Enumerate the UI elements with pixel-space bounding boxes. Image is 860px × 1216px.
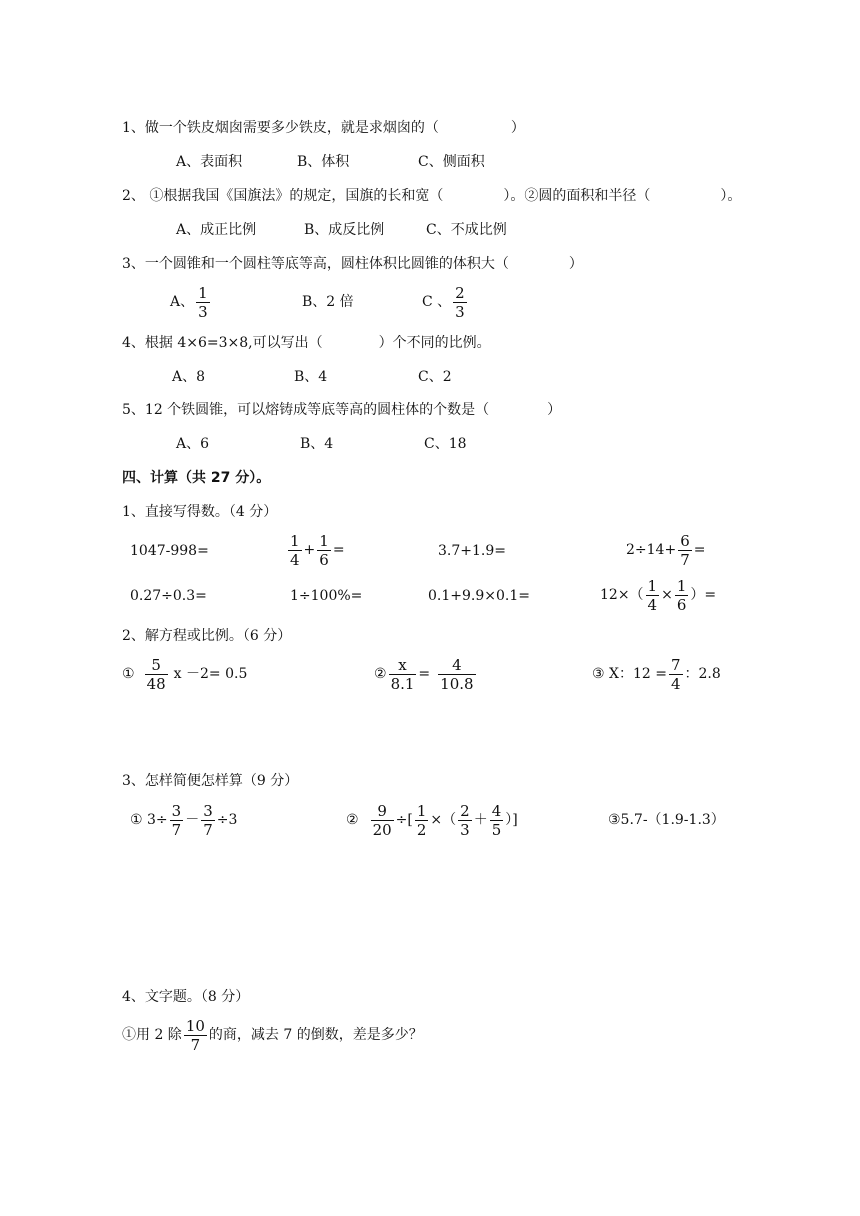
- p1-item-b: [286, 530, 345, 570]
- fraction: $\frac{1}{4}$: [647, 576, 658, 614]
- fraction: $\frac{5}{48}$: [146, 655, 166, 693]
- p3-expression-3: ③5.7-（1.9-1.3）: [608, 812, 725, 828]
- circled-number: ②: [374, 666, 387, 682]
- fraction: $\frac{3}{7}$: [203, 801, 213, 839]
- expr-prefix: 12×（: [600, 587, 644, 603]
- q4-line: [122, 334, 491, 352]
- fraction-two-thirds: $\frac{2}{3}$: [455, 283, 465, 321]
- q3-option-a-label: A、: [170, 294, 195, 310]
- equals-sign: =: [332, 542, 345, 558]
- fraction-one-third: $\frac{1}{3}$: [198, 283, 208, 321]
- p1-item-d: [626, 530, 705, 570]
- fraction: $\frac{1}{6}$: [676, 576, 687, 614]
- q2-option-c: C、不成比例: [426, 222, 507, 238]
- q4-text1: 4、根据 4×6=3×8,可以写出（: [122, 335, 323, 351]
- q5-line: [122, 401, 561, 419]
- q4-text2: ）个不同的比例。: [378, 335, 491, 351]
- p4-question: [122, 1015, 423, 1055]
- p4-title: 4、文字题。（8 分）: [122, 989, 250, 1005]
- q5-text: 5、12 个铁圆锥，可以熔铸成等底等高的圆柱体的个数是（: [122, 402, 490, 418]
- fraction: $\frac{7}{4}$: [670, 655, 681, 693]
- fraction: $\frac{3}{7}$: [171, 801, 182, 839]
- q2-text1: 2、 ①根据我国《国旗法》的规定，国旗的长和宽（: [122, 188, 444, 204]
- question-suffix: 的商，减去 7 的倒数，差是多少？: [208, 1027, 423, 1043]
- q2-line: [122, 187, 741, 205]
- p1-item-h: [600, 575, 716, 615]
- q4-option-b: B、4: [294, 369, 328, 385]
- q1-option-a: A、表面积: [176, 154, 243, 170]
- p2-title: 2、解方程或比例。（6 分）: [122, 628, 292, 644]
- p1-item-c: 3.7+1.9=: [438, 543, 506, 559]
- q4-option-a: A、8: [172, 369, 206, 385]
- p1-item-a: 1047-998=: [130, 543, 209, 559]
- plus-sign: ＋: [473, 812, 488, 828]
- p3-title: 3、怎样简便怎样算（9 分）: [122, 773, 299, 789]
- q5-close: ）: [547, 402, 562, 418]
- q3-line: [122, 255, 583, 273]
- expr-prefix: ① 3÷: [130, 812, 168, 828]
- q2-close: ）。: [720, 188, 742, 204]
- q1-option-b: B、体积: [297, 154, 350, 170]
- q5-option-c: C、18: [424, 436, 467, 452]
- operator: ×（: [430, 812, 457, 828]
- p2-equation-3: [592, 654, 721, 694]
- p1-item-e: 0.27÷0.3=: [130, 588, 207, 604]
- p3-expression-2: [346, 800, 518, 840]
- expr-prefix: 2÷14+: [626, 542, 677, 558]
- expr-suffix: ）]: [505, 812, 518, 828]
- p2-equation-1: [122, 654, 247, 694]
- q1-line: [122, 119, 525, 137]
- q1-option-c: C、侧面积: [418, 154, 485, 170]
- q2-text2: ）。②圆的面积和半径（: [503, 188, 651, 204]
- question-prefix: ①用 2 除: [122, 1027, 182, 1043]
- q2-option-a: A、成正比例: [176, 222, 257, 238]
- q1-text: 1、做一个铁皮烟囱需要多少铁皮，就是求烟囱的（: [122, 120, 439, 136]
- fraction: $\frac{1}{2}$: [416, 801, 427, 839]
- fraction: $\frac{2}{3}$: [460, 801, 470, 839]
- equals-sign: =: [418, 666, 431, 682]
- p1-item-g: 0.1+9.9×0.1=: [428, 588, 530, 604]
- q1-close: ）: [510, 120, 525, 136]
- expr-suffix: ：2.8: [684, 666, 721, 682]
- expr-suffix: ）=: [690, 587, 717, 603]
- q3-text: 3、一个圆锥和一个圆柱等底等高，圆柱体积比圆锥的体积大（: [122, 256, 509, 272]
- q5-option-b: B、4: [300, 436, 334, 452]
- expr-prefix: ③ X：12 =: [592, 666, 667, 682]
- minus-sign: －: [185, 812, 200, 828]
- q3-option-c: [422, 282, 469, 322]
- p2-equation-2: [374, 654, 478, 694]
- p1-item-f: 1÷100%=: [290, 588, 363, 604]
- fraction: $\frac{4}{10.8}$: [440, 655, 474, 693]
- q2-option-b: B、成反比例: [304, 222, 385, 238]
- operator: ÷[: [395, 812, 413, 828]
- expr-suffix: ÷3: [216, 812, 238, 828]
- q3-option-a: [170, 282, 212, 322]
- q5-option-a: A、6: [176, 436, 210, 452]
- fraction: $\frac{1}{6}$: [319, 531, 329, 569]
- p3-expression-1: [130, 800, 237, 840]
- fraction: $\frac{1}{4}$: [290, 531, 300, 569]
- fraction: $\frac{6}{7}$: [680, 531, 690, 569]
- equals-sign: =: [693, 542, 706, 558]
- fraction: $\frac{10}{7}$: [185, 1016, 205, 1054]
- fraction: $\frac{x}{8.1}$: [390, 655, 415, 693]
- expr-suffix: x －2= 0.5: [173, 666, 248, 682]
- plus-sign: +: [303, 542, 316, 558]
- fraction: $\frac{4}{5}$: [491, 801, 502, 839]
- circled-number: ②: [346, 812, 359, 828]
- q3-option-b: B、2 倍: [302, 294, 354, 310]
- p1-title: 1、直接写得数。（4 分）: [122, 504, 278, 520]
- section4-heading: 四、计算（共 27 分）。: [122, 470, 271, 486]
- q4-option-c: C、2: [418, 369, 452, 385]
- q3-close: ）: [568, 256, 583, 272]
- times-sign: ×: [661, 587, 673, 603]
- q3-option-c-label: C 、: [422, 294, 452, 310]
- circled-number: ①: [122, 666, 135, 682]
- fraction: $\frac{9}{20}$: [372, 801, 392, 839]
